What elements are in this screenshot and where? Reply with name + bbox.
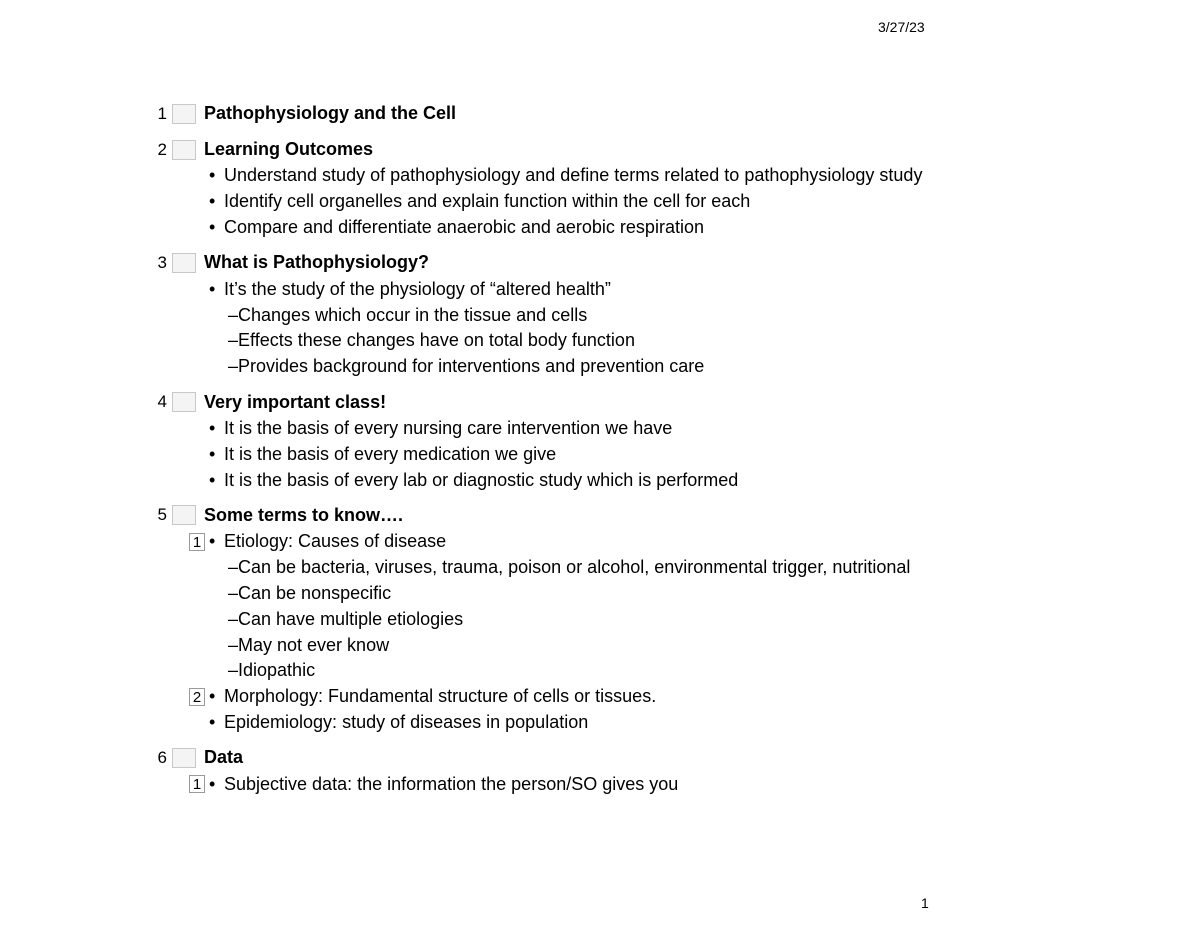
line-text: It is the basis of every lab or diagnostic study which is performed <box>224 469 739 490</box>
bullet-line <box>0 467 1100 493</box>
line-text: It is the basis of every nursing care intervention we have <box>224 417 673 438</box>
slide-thumbnail-icon <box>172 253 196 273</box>
line-text: Compare and differentiate anaerobic and aerobic respiration <box>224 216 704 237</box>
note-marker: 1 <box>189 533 205 551</box>
line-text: Epidemiology: study of diseases in population <box>224 711 589 732</box>
sub-bullet-line <box>0 632 1100 658</box>
line-text: Identify cell organelles and explain function within the cell for each <box>224 191 751 212</box>
slide-entry <box>0 249 1100 379</box>
slide-title: Very important class! <box>204 391 387 412</box>
line-text: Morphology: Fundamental structure of cells or tissues. <box>224 686 657 707</box>
line-text: –May not ever know <box>228 634 390 655</box>
slide-header <box>0 136 1100 163</box>
bullet-line <box>0 529 1100 555</box>
slide-number: 3 <box>157 252 167 272</box>
slide-number: 1 <box>157 103 167 123</box>
bullet-line <box>0 215 1100 241</box>
sub-bullet-line <box>0 302 1100 328</box>
line-text: Understand study of pathophysiology and define terms related to pathophysiology study <box>224 165 923 186</box>
bullet-icon: • <box>209 711 216 732</box>
slide-number: 2 <box>157 139 167 159</box>
slide-entry <box>0 100 1100 127</box>
bullet-icon: • <box>209 165 216 186</box>
slide-title: What is Pathophysiology? <box>204 252 430 273</box>
slide-title: Some terms to know…. <box>204 504 404 525</box>
bullet-icon: • <box>209 686 216 707</box>
bullet-icon: • <box>209 278 216 299</box>
slide-title: Learning Outcomes <box>204 139 374 159</box>
line-text: –Can be bacteria, viruses, trauma, poison or alcohol, environmental trigger, nutritional <box>228 557 911 578</box>
bullet-line <box>0 771 1100 797</box>
slide-number: 6 <box>157 747 167 767</box>
sub-bullet-line <box>0 606 1100 632</box>
slide-title: Data <box>204 747 244 768</box>
bullet-icon: • <box>209 216 216 237</box>
line-text: –Provides background for interventions and prevention care <box>228 356 705 377</box>
bullet-line <box>0 684 1100 710</box>
print-date: 3/27/23 <box>878 19 925 35</box>
line-text: Etiology: Causes of disease <box>224 531 447 552</box>
slide-thumbnail-icon <box>172 140 196 160</box>
slide-entry <box>0 136 1100 240</box>
slide-thumbnail-icon <box>172 104 196 124</box>
bullet-icon: • <box>209 191 216 212</box>
slide-title: Pathophysiology and the Cell <box>204 103 457 123</box>
line-text: Subjective data: the information the person/SO gives you <box>224 773 679 794</box>
slide-number: 5 <box>157 505 167 525</box>
bullet-line <box>0 710 1100 736</box>
slide-header <box>0 744 1100 771</box>
sub-bullet-line <box>0 555 1100 581</box>
bullet-icon: • <box>209 417 216 438</box>
slide-header <box>0 100 1100 127</box>
bullet-line <box>0 276 1100 302</box>
slide-number: 4 <box>157 392 167 412</box>
slide-thumbnail-icon <box>172 392 196 412</box>
bullet-line <box>0 441 1100 467</box>
note-marker: 1 <box>189 775 205 793</box>
note-marker: 2 <box>189 688 205 706</box>
line-text: –Can have multiple etiologies <box>228 608 464 629</box>
slide-entry <box>0 744 1100 797</box>
bullet-line <box>0 163 1100 189</box>
slide-outline <box>0 100 1100 806</box>
slide-thumbnail-icon <box>172 505 196 525</box>
line-text: It’s the study of the physiology of “altered health” <box>224 278 611 299</box>
sub-bullet-line <box>0 581 1100 607</box>
sub-bullet-line <box>0 658 1100 684</box>
sub-bullet-line <box>0 328 1100 354</box>
bullet-line <box>0 416 1100 442</box>
slide-entry <box>0 502 1100 735</box>
line-text: It is the basis of every medication we give <box>224 443 557 464</box>
page-number: 1 <box>921 895 929 911</box>
bullet-icon: • <box>209 443 216 464</box>
bullet-line <box>0 189 1100 215</box>
bullet-icon: • <box>209 773 216 794</box>
slide-header <box>0 249 1100 276</box>
line-text: –Can be nonspecific <box>228 582 392 603</box>
line-text: –Effects these changes have on total body function <box>228 330 635 351</box>
bullet-icon: • <box>209 531 216 552</box>
sub-bullet-line <box>0 354 1100 380</box>
line-text: –Changes which occur in the tissue and cells <box>228 304 588 325</box>
bullet-icon: • <box>209 469 216 490</box>
slide-header <box>0 389 1100 416</box>
slide-entry <box>0 389 1100 493</box>
slide-thumbnail-icon <box>172 748 196 768</box>
slide-header <box>0 502 1100 529</box>
line-text: –Idiopathic <box>228 660 316 681</box>
